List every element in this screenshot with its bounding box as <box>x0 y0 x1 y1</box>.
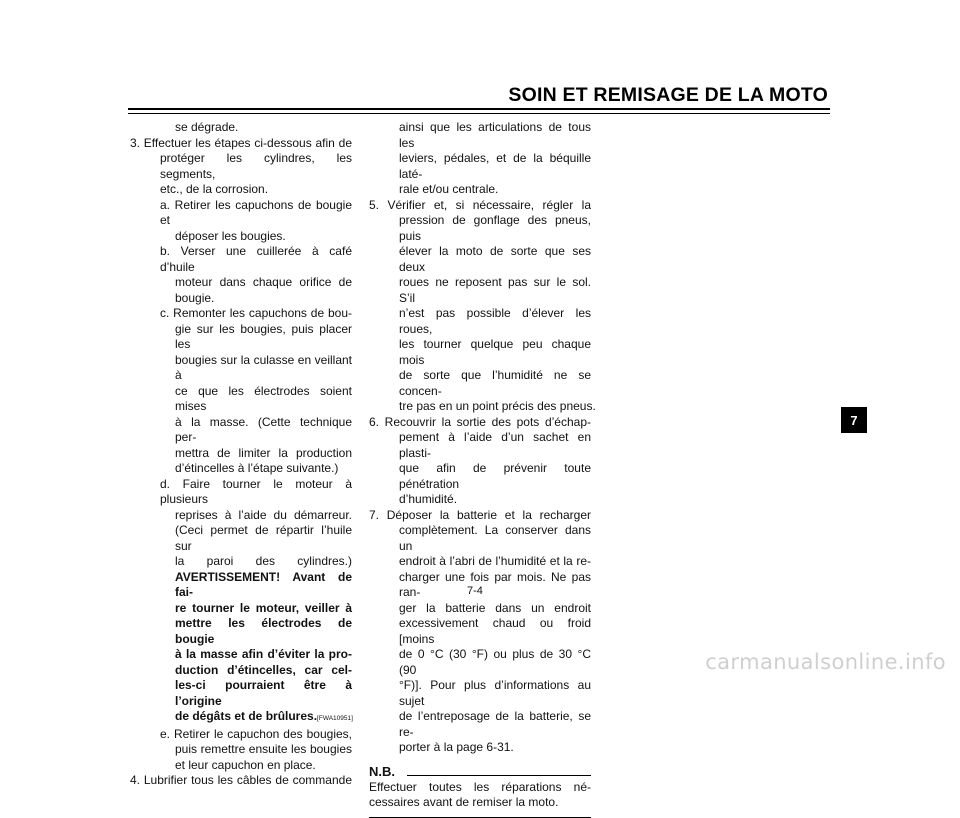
text-line-text: porter à la page 6-31. <box>399 740 514 754</box>
text-line-text: charger une fois par mois. Ne pas ran- <box>399 569 591 599</box>
text-line-text: tre pas en un point précis des pneus. <box>399 399 596 413</box>
text-line-text: pression de gonflage des pneus, puis <box>399 213 591 243</box>
text-line-text: les tourner quelque peu chaque mois <box>399 337 591 367</box>
page-number: 7-4 <box>467 585 483 597</box>
text-line <box>130 384 352 415</box>
header-rule <box>128 108 830 110</box>
text-line <box>369 740 591 756</box>
text-line-text: (Ceci permet de répartir l’huile sur <box>175 523 352 553</box>
note-line-text: cessaires avant de remiser la moto. <box>369 795 559 809</box>
text-line-text: les-ci pourraient être à l’origine <box>175 678 352 708</box>
text-line-text: e. Retirer le capuchon des bougies, <box>160 726 352 741</box>
text-line-text: rale et/ou centrale. <box>399 182 499 196</box>
text-line <box>369 213 591 244</box>
text-line <box>130 508 352 524</box>
text-line-text: d’humidité. <box>399 492 458 506</box>
text-line-text: que afin de prévenir toute pénétration <box>399 461 591 491</box>
text-line-text: puis remettre ensuite les bougies <box>175 742 352 756</box>
text-line-text: endroit à l’abri de l’humidité et la re- <box>399 554 591 568</box>
text-line-text: ce que les électrodes soient mises <box>175 383 352 413</box>
text-line <box>130 570 352 601</box>
text-line-text: à la masse afin d’éviter la pro- <box>175 647 352 661</box>
text-line-text: pement à l’aide d’un sachet en plasti- <box>399 430 591 460</box>
text-line <box>369 337 591 368</box>
text-line-text: re tourner le moteur, veiller à <box>175 600 352 615</box>
header-rule-thin <box>128 113 830 114</box>
text-line <box>130 477 352 508</box>
text-line <box>130 461 352 477</box>
right-column-body <box>369 120 596 756</box>
text-line <box>369 616 591 647</box>
text-line <box>130 322 352 353</box>
text-line <box>130 306 352 322</box>
warning-code: [FWA10951] <box>317 715 353 722</box>
text-line <box>130 523 352 554</box>
text-line <box>130 758 352 774</box>
page-header-title: SOIN ET REMISAGE DE LA MOTO <box>508 84 828 106</box>
note-label: N.B. <box>369 763 395 779</box>
text-line <box>369 647 591 678</box>
text-line-text: de 0 °C (30 °F) ou plus de 30 °C (90 <box>399 647 591 677</box>
text-line <box>130 709 352 727</box>
text-line-text: d’étincelles à l’étape suivante.) <box>175 461 339 475</box>
text-line-text: ainsi que les articulations de tous les <box>399 120 591 150</box>
text-line-text: ger la batterie dans un endroit <box>399 600 591 615</box>
note-line <box>369 795 591 811</box>
left-text-column <box>130 120 352 789</box>
text-line-text: °F)]. Pour plus d’informations au sujet <box>399 678 591 708</box>
text-line-text: mettre les électrodes de bougie <box>175 616 352 646</box>
text-line <box>130 601 352 617</box>
text-line-text: de dégâts et de brûlures. <box>175 709 318 723</box>
text-line <box>130 446 352 462</box>
text-line <box>130 120 352 136</box>
text-line-text: etc., de la corrosion. <box>160 182 269 196</box>
text-line-text: et leur capuchon en place. <box>175 757 316 772</box>
text-line-text: excessivement chaud ou froid [moins <box>399 616 591 646</box>
text-line <box>130 275 352 291</box>
text-line <box>369 415 591 431</box>
text-line-text: se dégrade. <box>175 120 239 134</box>
text-line <box>130 678 352 709</box>
text-line <box>130 136 352 152</box>
text-line <box>369 492 591 508</box>
text-line-text: roues ne reposent pas sur le sol. S’il <box>399 275 591 305</box>
note-header-rule <box>407 775 591 776</box>
text-line <box>130 727 352 743</box>
text-line <box>369 120 591 151</box>
text-line-text: à la masse. (Cette technique per- <box>175 414 352 444</box>
text-line-text: bougie. <box>175 290 215 305</box>
text-line <box>369 508 591 524</box>
text-line <box>130 415 352 446</box>
text-line-text: b. Verser une cuillerée à café d’huile <box>160 244 352 274</box>
text-line <box>369 399 596 415</box>
text-line <box>369 678 591 709</box>
text-line <box>369 601 591 617</box>
watermark: carmanualsonline.info <box>705 650 946 674</box>
note-bottom-rule <box>369 817 591 818</box>
text-line <box>130 229 352 245</box>
text-line <box>369 523 591 554</box>
text-line-text: leviers, pédales, et de la béquille laté- <box>399 151 591 181</box>
text-line-text: moteur dans chaque orifice de <box>175 275 352 289</box>
text-line <box>130 291 352 307</box>
text-line <box>130 244 352 275</box>
text-line-text: reprises à l’aide du démarreur. <box>175 507 352 522</box>
text-line <box>369 275 591 306</box>
text-line-text: n’est pas possible d’élever les roues, <box>399 306 591 336</box>
right-text-column <box>369 120 596 818</box>
text-line-text: 3. Effectuer les étapes ci-dessous afin de <box>130 135 352 150</box>
note-line-text: Effectuer toutes les réparations né- <box>369 779 591 794</box>
text-line-text: gie sur les bougies, puis placer les <box>175 321 352 351</box>
text-line <box>369 430 591 461</box>
text-line-text: c. Remonter les capuchons de bou- <box>160 306 352 320</box>
text-line <box>130 773 352 789</box>
text-line-text: AVERTISSEMENT! Avant de fai- <box>175 569 352 599</box>
text-line <box>369 368 591 399</box>
text-line <box>369 306 591 337</box>
text-line-text: élever la moto de sorte que ses deux <box>399 244 591 274</box>
text-line <box>130 616 352 647</box>
text-line-text: la paroi des cylindres.) <box>175 554 352 568</box>
text-line-text: de sorte que l’humidité ne se concen- <box>399 368 591 398</box>
text-line <box>369 198 591 214</box>
text-line-text: 5. Vérifier et, si nécessaire, régler la <box>369 197 591 212</box>
text-line-text: 4. Lubrifier tous les câbles de commande <box>130 773 352 787</box>
text-line <box>130 663 352 679</box>
text-line-text: duction d’étincelles, car cel- <box>175 662 352 677</box>
text-line <box>130 554 352 570</box>
text-line-text: mettra de limiter la production <box>175 445 352 460</box>
chapter-tab: 7 <box>841 407 867 433</box>
text-line <box>369 151 591 182</box>
text-line-text: a. Retirer les capuchons de bougie et <box>160 197 352 227</box>
text-line <box>130 647 352 663</box>
note-line <box>369 780 591 796</box>
text-line <box>130 353 352 384</box>
text-line <box>369 244 591 275</box>
text-line <box>130 198 352 229</box>
text-line <box>130 742 352 758</box>
text-line <box>369 709 591 740</box>
note-header <box>369 764 591 780</box>
text-line-text: 6. Recouvrir la sortie des pots d’échap- <box>369 414 591 429</box>
note-body <box>369 780 591 811</box>
text-line <box>130 151 352 182</box>
text-line-text: bougies sur la culasse en veillant à <box>175 352 352 382</box>
text-line <box>369 461 591 492</box>
text-line-text: protéger les cylindres, les segments, <box>160 151 352 181</box>
text-line-text: complètement. La conserver dans un <box>399 523 591 553</box>
text-line-text: 7. Déposer la batterie et la recharger <box>369 507 591 522</box>
text-line-text: d. Faire tourner le moteur à plusieurs <box>160 476 352 506</box>
text-line <box>130 182 352 198</box>
text-line-text: déposer les bougies. <box>175 228 286 243</box>
text-line <box>369 554 591 570</box>
text-line <box>369 182 591 198</box>
text-line-text: de l’entreposage de la batterie, se re- <box>399 709 591 739</box>
